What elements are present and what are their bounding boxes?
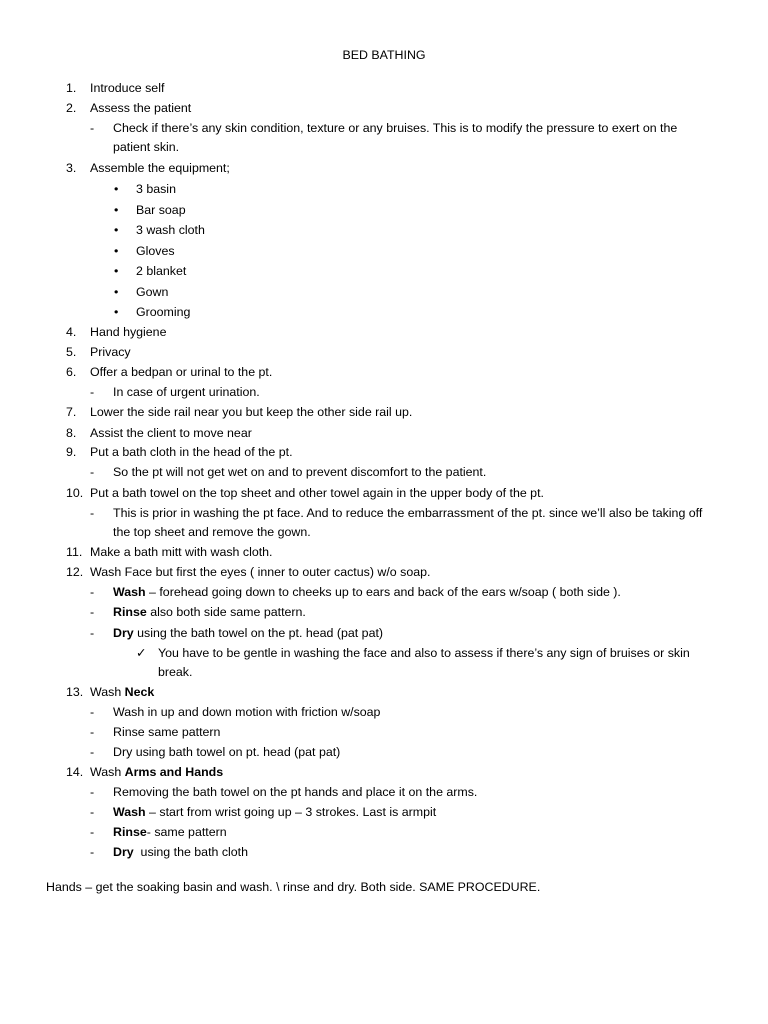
item-text: Put a bath towel on the top sheet and other towel again in the upper body of the pt. xyxy=(90,486,544,500)
item-text: Privacy xyxy=(90,345,131,359)
item-text: Assess the patient xyxy=(90,101,192,115)
item-text: Lower the side rail near you but keep the other side rail up. xyxy=(90,405,413,419)
bullet-text: Gown xyxy=(136,285,169,299)
item-number: 12. xyxy=(66,565,84,579)
bullet-icon: • xyxy=(114,203,119,217)
item-text-prefix: Wash xyxy=(90,765,125,779)
item-text xyxy=(90,762,223,782)
step-detail: using the bath cloth xyxy=(133,845,249,859)
dash-marker: - xyxy=(90,506,95,520)
sub-item-text: the top sheet and remove the gown. xyxy=(113,525,311,539)
item-number: 9. xyxy=(66,445,77,459)
step-keyword: Rinse xyxy=(113,825,147,839)
item-number: 3. xyxy=(66,161,77,175)
sub-item-text xyxy=(113,842,248,862)
step-detail: – start from wrist going up – 3 strokes. Last is armpit xyxy=(145,805,437,819)
bullet-text: Grooming xyxy=(136,305,191,319)
sub-item-text: Dry using bath towel on pt. head (pat pat) xyxy=(113,745,341,759)
dash-marker: - xyxy=(90,385,95,399)
item-number: 7. xyxy=(66,405,77,419)
sub-item-text: Rinse same pattern xyxy=(113,725,221,739)
item-text-emphasis: Neck xyxy=(124,685,155,699)
step-keyword: Dry xyxy=(113,845,134,859)
item-number: 2. xyxy=(66,101,77,115)
sub-item-text: patient skin. xyxy=(113,140,180,154)
dash-marker: - xyxy=(90,705,95,719)
dash-marker: - xyxy=(90,121,95,135)
step-detail: also both side same pattern. xyxy=(146,605,306,619)
sub-item-text: This is prior in washing the pt face. And to reduce the embarrassment of the pt. since we’ll also be taking off xyxy=(113,506,703,520)
step-detail: using the bath towel on the pt. head (pat pat) xyxy=(133,626,384,640)
sub-item-text: Removing the bath towel on the pt hands and place it on the arms. xyxy=(113,785,478,799)
item-text: Hand hygiene xyxy=(90,325,167,339)
bullet-icon: • xyxy=(114,285,119,299)
dash-marker: - xyxy=(90,845,95,859)
step-keyword: Wash xyxy=(113,805,146,819)
item-text: Make a bath mitt with wash cloth. xyxy=(90,545,273,559)
item-text-prefix: Wash xyxy=(90,685,125,699)
item-number: 8. xyxy=(66,426,77,440)
sub-item-text xyxy=(113,623,383,643)
bullet-text: Gloves xyxy=(136,244,175,258)
dash-marker: - xyxy=(90,585,95,599)
dash-marker: - xyxy=(90,805,95,819)
item-text: Assemble the equipment; xyxy=(90,161,230,175)
step-detail: - same pattern xyxy=(146,825,227,839)
sub-item-text xyxy=(113,602,306,622)
dash-marker: - xyxy=(90,725,95,739)
item-text-emphasis: Arms and Hands xyxy=(124,765,224,779)
closing-note: Hands – get the soaking basin and wash. \ rinse and dry. Both side. SAME PROCEDURE. xyxy=(46,880,541,894)
sub-item-text: Check if there’s any skin condition, texture or any bruises. This is to modify the pressure to exert on the xyxy=(113,121,678,135)
sub-item-text: In case of urgent urination. xyxy=(113,385,260,399)
dash-marker: - xyxy=(90,825,95,839)
bullet-text: 3 basin xyxy=(136,182,176,196)
item-number: 11. xyxy=(66,545,83,559)
item-number: 5. xyxy=(66,345,77,359)
item-text: Assist the client to move near xyxy=(90,426,252,440)
bullet-icon: • xyxy=(114,244,119,258)
item-number: 1. xyxy=(66,81,77,95)
item-number: 14. xyxy=(66,765,84,779)
bullet-icon: • xyxy=(114,305,119,319)
step-keyword: Dry xyxy=(113,626,134,640)
bullet-text: 3 wash cloth xyxy=(136,223,205,237)
check-item-text: You have to be gentle in washing the face and also to assess if there’s any sign of bruises or skin xyxy=(158,646,690,660)
item-number: 13. xyxy=(66,685,84,699)
dash-marker: - xyxy=(90,605,95,619)
item-text: Put a bath cloth in the head of the pt. xyxy=(90,445,293,459)
step-detail: – forehead going down to cheeks up to ears and back of the ears w/soap ( both side ). xyxy=(145,585,621,599)
item-number: 6. xyxy=(66,365,77,379)
item-text: Wash Face but first the eyes ( inner to outer cactus) w/o soap. xyxy=(90,565,431,579)
document-title: BED BATHING xyxy=(342,48,426,62)
sub-item-text xyxy=(113,802,436,822)
bullet-text: Bar soap xyxy=(136,203,186,217)
bullet-icon: • xyxy=(114,223,119,237)
check-item-text: break. xyxy=(158,665,193,679)
sub-item-text xyxy=(113,822,227,842)
item-text: Offer a bedpan or urinal to the pt. xyxy=(90,365,273,379)
bullet-icon: • xyxy=(114,264,119,278)
item-text xyxy=(90,682,154,702)
dash-marker: - xyxy=(90,626,95,640)
step-keyword: Rinse xyxy=(113,605,147,619)
bullet-icon: • xyxy=(114,182,119,196)
sub-item-text: So the pt will not get wet on and to prevent discomfort to the patient. xyxy=(113,465,487,479)
item-number: 10. xyxy=(66,486,84,500)
checkmark-icon: ✓ xyxy=(136,646,147,660)
dash-marker: - xyxy=(90,785,95,799)
dash-marker: - xyxy=(90,745,95,759)
dash-marker: - xyxy=(90,465,95,479)
sub-item-text xyxy=(113,582,621,602)
sub-item-text: Wash in up and down motion with friction w/soap xyxy=(113,705,381,719)
item-text: Introduce self xyxy=(90,81,165,95)
item-number: 4. xyxy=(66,325,77,339)
bullet-text: 2 blanket xyxy=(136,264,187,278)
step-keyword: Wash xyxy=(113,585,146,599)
